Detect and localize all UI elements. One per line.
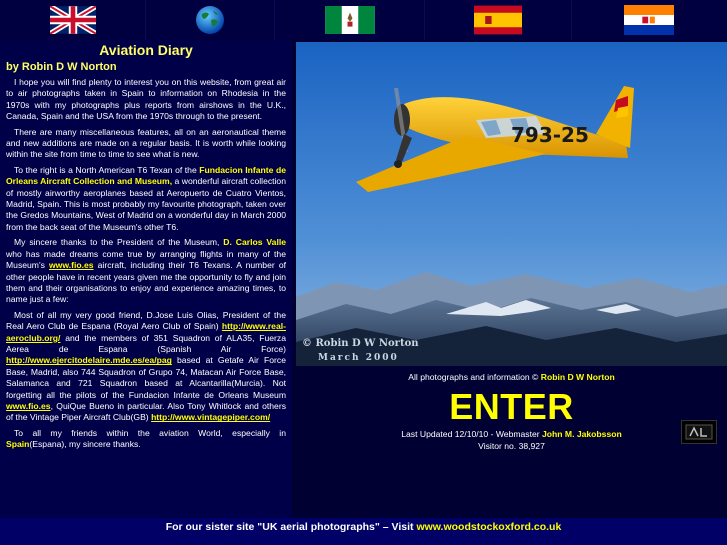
rhodesia-flag-icon xyxy=(325,6,375,34)
t6-texan-photo xyxy=(296,42,727,366)
last-updated: Last Updated 12/10/10 - Webmaster John M. Jakobsson xyxy=(401,429,622,439)
real-aeroclub-link[interactable]: http://www.real-aeroclub.org/ xyxy=(6,321,286,343)
footer-bar: For our sister site "UK aerial photographs" – Visit www.woodstockoxford.co.uk xyxy=(0,518,727,545)
entry-panel xyxy=(296,368,727,518)
flag-link-spain[interactable] xyxy=(425,0,571,40)
uk-flag-icon xyxy=(50,6,96,34)
intro-paragraph-4: My sincere thanks to the President of the Museum, D. Carlos Valle who has made dreams come true by arranging flights in many of the Museum's www.fio.es aircraft, including their T6 Texans. A number of other people have in recent years given me the opportunity to fly and join them and their organisations to enjoy and experience amazing times, to name just a few: xyxy=(6,237,286,305)
author-byline: by Robin D W Norton xyxy=(6,61,117,73)
visitor-counter: Visitor no. 38,927 xyxy=(478,441,545,451)
globe-icon xyxy=(194,4,226,36)
fio-link[interactable]: www.fio.es xyxy=(48,260,94,271)
vintage-piper-link[interactable]: http://www.vintagepiper.com/ xyxy=(151,412,271,423)
enter-button[interactable]: ENTER xyxy=(449,386,574,427)
copyright-line: All photographs and information © Robin D W Norton xyxy=(408,372,615,382)
intro-paragraph-3: To the right is a North American T6 Texan of the Fundacion Infante de Orleans Aircraft Collection and Museum, a wonderful aircraft collection of mostly airworthy aeroplanes based at Aeropuerto de Cuatro Vientos, Madrid, Spain. This is most probably my favourite photograph, taken over the Gredos Mountains, West of Madrid on a wonderful day in March 2000 from the back seat of the Museum's other T6. xyxy=(6,164,287,232)
flag-link-rhodesia[interactable] xyxy=(275,0,425,40)
museum-name: Fundacion Infante de Orleans Aircraft Collection and Museum, xyxy=(6,164,287,187)
spain-flag-icon xyxy=(474,5,522,35)
copyright-owner: Robin D W Norton xyxy=(540,372,615,382)
spain-highlight: Spain xyxy=(6,439,30,450)
sister-site-link[interactable]: www.woodstockoxford.co.uk xyxy=(416,521,562,533)
flag-link-south-africa[interactable] xyxy=(572,0,727,40)
photo-watermark-date: March 2000 xyxy=(318,353,399,363)
page-title: Aviation Diary xyxy=(99,42,193,58)
flag-link-world[interactable] xyxy=(146,0,274,40)
webmaster-name: John M. Jakobsson xyxy=(542,429,622,439)
intro-paragraph-5: Most of all my very good friend, D.Jose Luis Olias, President of the Real Aero Club de Espana (Royal Aero Club of Spain) http://www.real-aeroclub.org/ and the members of 351 Squadron of ALA35, Fuerza Aerea de Espana (Spanish Air Force) http://www.ejercitodelaire.mde.es/ea/pag based at Getafe Air Force Base, Madrid, also 744 Squadron of Grupo 74, Matacan Air Force Base, Salamanca and 721 Squadron based at Alcantarilla(Murcia). Not forgetting all the pilots of the Fundacion Infante de Orleans Museum www.fio.es, QuiQue Bueno in particular. Also Tony Whitlock and others of the Vintage Piper Aircraft Club(GB) http://www.vintagepiper.com/ xyxy=(6,309,286,423)
ejercito-del-aire-link[interactable]: http://www.ejercitodelaire.mde.es/ea/pag xyxy=(6,355,172,366)
president-name: D. Carlos Valle xyxy=(223,237,286,248)
counter-badge-icon[interactable] xyxy=(681,420,717,444)
flag-link-uk[interactable] xyxy=(0,0,146,40)
intro-paragraph-1: I hope you will find plenty to interest you on this website, from great air to air photographs taken in Spain to information on Rhodesia in the 1970s with my photographs plus reports from airshows in the U.K., Canada, Spain and the USA from the 1970s through to the present. xyxy=(6,77,286,122)
intro-paragraph-6: To all my friends within the aviation World, especially in Spain(Espana), my sincere thanks. xyxy=(6,427,286,450)
aircraft-code: 793-25 xyxy=(511,123,589,147)
photo-watermark-copyright: © Robin D W Norton xyxy=(302,338,419,349)
flag-navigation-bar xyxy=(0,0,727,40)
south-africa-old-flag-icon xyxy=(624,4,674,36)
intro-paragraph-2: There are many miscellaneous features, all on an aeronautical theme and new additions are made on a regular basis. It is worth while looking within the site from time to time to see what is new. xyxy=(6,126,286,160)
intro-panel xyxy=(0,40,292,518)
fio-museum-link[interactable]: www.fio.es xyxy=(6,400,51,411)
